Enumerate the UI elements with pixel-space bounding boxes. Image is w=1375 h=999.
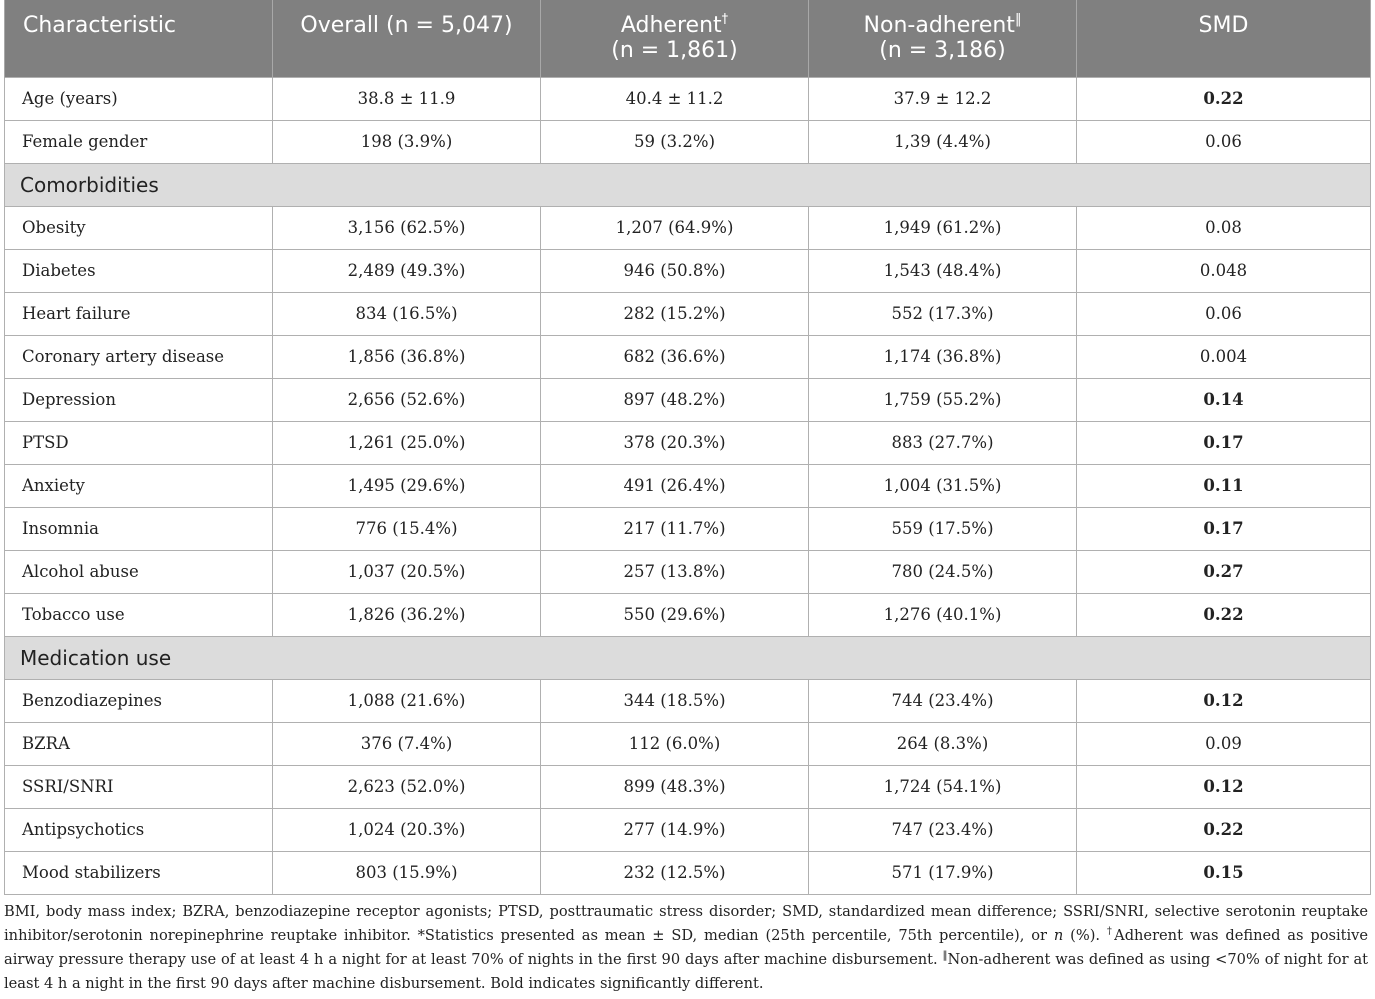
cell-characteristic: Heart failure: [5, 292, 273, 335]
cell-nonadherent: 1,004 (31.5%): [809, 464, 1077, 507]
cell-nonadherent: 552 (17.3%): [809, 292, 1077, 335]
cell-overall: 803 (15.9%): [273, 851, 541, 894]
cell-overall: 198 (3.9%): [273, 120, 541, 163]
cell-smd: 0.17: [1077, 421, 1371, 464]
cell-overall: 1,261 (25.0%): [273, 421, 541, 464]
cell-characteristic: PTSD: [5, 421, 273, 464]
cell-characteristic: Age (years): [5, 77, 273, 120]
cell-overall: 2,489 (49.3%): [273, 249, 541, 292]
table-row: [5, 292, 1371, 335]
characteristics-table: [4, 0, 1371, 895]
cell-smd: 0.06: [1077, 292, 1371, 335]
table-row: [5, 507, 1371, 550]
footnote-double-bar-mark: ‖: [942, 950, 948, 961]
table-row: [5, 765, 1371, 808]
footnote-stats-tail: (%).: [1070, 927, 1101, 944]
cell-nonadherent: 1,949 (61.2%): [809, 206, 1077, 249]
cell-characteristic: Depression: [5, 378, 273, 421]
cell-overall: 1,037 (20.5%): [273, 550, 541, 593]
cell-smd: 0.22: [1077, 77, 1371, 120]
cell-smd: 0.27: [1077, 550, 1371, 593]
header-row: [5, 0, 1371, 77]
cell-characteristic: Benzodiazepines: [5, 679, 273, 722]
cell-smd: 0.08: [1077, 206, 1371, 249]
table-row: [5, 593, 1371, 636]
cell-characteristic: Obesity: [5, 206, 273, 249]
cell-adherent: 378 (20.3%): [541, 421, 809, 464]
cell-overall: 3,156 (62.5%): [273, 206, 541, 249]
table-footnote: [4, 900, 1368, 996]
table-row: [5, 206, 1371, 249]
cell-adherent: 40.4 ± 11.2: [541, 77, 809, 120]
cell-characteristic: BZRA: [5, 722, 273, 765]
header-adherent-label: Adherent: [620, 13, 722, 38]
table-container: [4, 0, 1370, 895]
table-row: [5, 120, 1371, 163]
footnote-adherent-def: Adherent was defined as positive airway pressure therapy use of at least 4 h a night for at least 70% of nights in the first 90 days after machine disbursement.: [4, 927, 1369, 968]
cell-overall: 1,024 (20.3%): [273, 808, 541, 851]
cell-characteristic: Coronary artery disease: [5, 335, 273, 378]
cell-overall: 776 (15.4%): [273, 507, 541, 550]
cell-smd: 0.048: [1077, 249, 1371, 292]
cell-characteristic: Diabetes: [5, 249, 273, 292]
cell-overall: 1,856 (36.8%): [273, 335, 541, 378]
footnote-nonadherent-def: Non-adherent was defined as using <70% of night for at least 4 h a night in the first 90 days after machine disbursement. Bold indicates significantly different.: [4, 951, 1369, 992]
header-characteristic: Characteristic: [5, 0, 273, 77]
table-header: [5, 0, 1371, 77]
cell-adherent: 899 (48.3%): [541, 765, 809, 808]
table-row: [5, 808, 1371, 851]
header-nonadherent-n: (n = 3,186): [879, 38, 1006, 63]
cell-adherent: 257 (13.8%): [541, 550, 809, 593]
table-row: [5, 77, 1371, 120]
cell-nonadherent: 1,724 (54.1%): [809, 765, 1077, 808]
cell-characteristic: Antipsychotics: [5, 808, 273, 851]
cell-smd: 0.22: [1077, 808, 1371, 851]
cell-nonadherent: 1,759 (55.2%): [809, 378, 1077, 421]
cell-nonadherent: 1,39 (4.4%): [809, 120, 1077, 163]
cell-nonadherent: 37.9 ± 12.2: [809, 77, 1077, 120]
cell-nonadherent: 1,174 (36.8%): [809, 335, 1077, 378]
table-row: [5, 335, 1371, 378]
footnote-abbreviations: BMI, body mass index; BZRA, benzodiazepine receptor agonists; PTSD, posttraumatic stress disorder; SMD, standardized mean difference; SSRI/SNRI, selective serotonin reuptake inhibitor/serotonin norepinephrine reuptake inhibitor.: [4, 903, 1368, 944]
cell-nonadherent: 1,276 (40.1%): [809, 593, 1077, 636]
table-row: [5, 464, 1371, 507]
footnote-dagger-mark: †: [1106, 926, 1115, 937]
cell-smd: 0.004: [1077, 335, 1371, 378]
section-title: Comorbidities: [5, 163, 1371, 206]
cell-adherent: 344 (18.5%): [541, 679, 809, 722]
header-smd: SMD: [1077, 0, 1371, 77]
header-nonadherent-label: Non-adherent: [863, 13, 1015, 38]
cell-nonadherent: 264 (8.3%): [809, 722, 1077, 765]
cell-smd: 0.17: [1077, 507, 1371, 550]
cell-nonadherent: 1,543 (48.4%): [809, 249, 1077, 292]
cell-adherent: 682 (36.6%): [541, 335, 809, 378]
cell-characteristic: Alcohol abuse: [5, 550, 273, 593]
header-nonadherent: [809, 0, 1077, 77]
cell-overall: 376 (7.4%): [273, 722, 541, 765]
cell-characteristic: Tobacco use: [5, 593, 273, 636]
dagger-mark: †: [721, 12, 729, 27]
cell-smd: 0.22: [1077, 593, 1371, 636]
cell-nonadherent: 883 (27.7%): [809, 421, 1077, 464]
table-row: [5, 851, 1371, 894]
footnote-stats-note: *Statistics presented as mean ± SD, median (25th percentile, 75th percentile), or: [417, 927, 1047, 944]
cell-smd: 0.09: [1077, 722, 1371, 765]
table-body: [5, 77, 1371, 894]
cell-overall: 1,495 (29.6%): [273, 464, 541, 507]
cell-adherent: 112 (6.0%): [541, 722, 809, 765]
table-row: [5, 722, 1371, 765]
cell-nonadherent: 780 (24.5%): [809, 550, 1077, 593]
cell-characteristic: Female gender: [5, 120, 273, 163]
cell-adherent: 217 (11.7%): [541, 507, 809, 550]
cell-nonadherent: 571 (17.9%): [809, 851, 1077, 894]
table-row: [5, 421, 1371, 464]
double-bar-mark: ‖: [1014, 12, 1022, 27]
cell-adherent: 946 (50.8%): [541, 249, 809, 292]
cell-characteristic: SSRI/SNRI: [5, 765, 273, 808]
cell-smd: 0.14: [1077, 378, 1371, 421]
cell-adherent: 491 (26.4%): [541, 464, 809, 507]
cell-overall: 1,826 (36.2%): [273, 593, 541, 636]
section-header-row: [5, 163, 1371, 206]
cell-adherent: 59 (3.2%): [541, 120, 809, 163]
cell-adherent: 897 (48.2%): [541, 378, 809, 421]
cell-characteristic: Anxiety: [5, 464, 273, 507]
cell-overall: 834 (16.5%): [273, 292, 541, 335]
cell-overall: 1,088 (21.6%): [273, 679, 541, 722]
header-adherent-n: (n = 1,861): [611, 38, 738, 63]
cell-characteristic: Mood stabilizers: [5, 851, 273, 894]
cell-smd: 0.12: [1077, 765, 1371, 808]
header-adherent: [541, 0, 809, 77]
cell-smd: 0.11: [1077, 464, 1371, 507]
cell-overall: 2,623 (52.0%): [273, 765, 541, 808]
section-header-row: [5, 636, 1371, 679]
cell-adherent: 232 (12.5%): [541, 851, 809, 894]
header-overall: Overall (n = 5,047): [273, 0, 541, 77]
cell-characteristic: Insomnia: [5, 507, 273, 550]
footnote-stats-n: n: [1053, 927, 1064, 944]
cell-adherent: 277 (14.9%): [541, 808, 809, 851]
cell-overall: 2,656 (52.6%): [273, 378, 541, 421]
cell-nonadherent: 559 (17.5%): [809, 507, 1077, 550]
cell-adherent: 550 (29.6%): [541, 593, 809, 636]
cell-smd: 0.06: [1077, 120, 1371, 163]
table-row: [5, 550, 1371, 593]
table-row: [5, 249, 1371, 292]
cell-overall: 38.8 ± 11.9: [273, 77, 541, 120]
cell-smd: 0.15: [1077, 851, 1371, 894]
cell-adherent: 282 (15.2%): [541, 292, 809, 335]
table-row: [5, 378, 1371, 421]
cell-nonadherent: 747 (23.4%): [809, 808, 1077, 851]
section-title: Medication use: [5, 636, 1371, 679]
cell-nonadherent: 744 (23.4%): [809, 679, 1077, 722]
cell-smd: 0.12: [1077, 679, 1371, 722]
table-row: [5, 679, 1371, 722]
cell-adherent: 1,207 (64.9%): [541, 206, 809, 249]
